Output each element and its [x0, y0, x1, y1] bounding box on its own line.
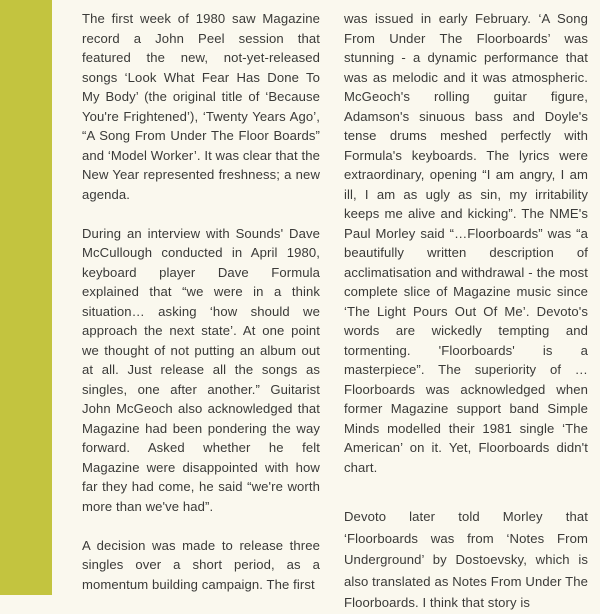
booklet-page — [52, 0, 600, 610]
paragraph: Devoto later told Morley that ‘Floorboards was from ‘Notes From Underground’ by Dostoevsky, which is also translated as Notes From Under The Floorboards. I think that story is — [344, 509, 588, 610]
paragraph: The first week of 1980 saw Magazine record a John Peel session that featured the new, not-yet-released songs ‘Look What Fear Has Done To My Body’ (the original title of ‘Because You're Frightened’), ‘Twenty Years Ago’, “A Song From Under The Floor Boards” and ‘Model Worker’. It was clear that the New Year represented freshness; a new agenda. — [82, 11, 320, 202]
paragraph: A decision was made to release three singles over a short period, as a momentum building campaign. The first — [82, 537, 320, 592]
right-text-column — [344, 9, 588, 614]
paragraph: During an interview with Sounds' Dave McCullough conducted in April 1980, keyboard player Dave Formula explained that “we were in a think situation… asking ‘how should we approach the next state’. At one point we thought of not putting an album out at all. Just release all the songs as singles, one after another.” Guitarist John McGeoch also acknowledged that Magazine had been pondering the way forward. Asked whether he felt Magazine were disappointed with how far they had come, he said “we're worth more than we've had”. — [82, 225, 320, 514]
left-text-column — [82, 9, 320, 594]
paragraph: was issued in early February. ‘A Song From Under The Floorboards’ was stunning - a dynamic performance that was as melodic and it was atmospheric. McGeoch's rolling guitar figure, Adamson's sinuous bass and Doyle's tense drums meshed perfectly with Formula's keyboards. The lyrics were extraordinary, opening “I am angry, I am ill, I am as ugly as sin, my irritability keeps me alive and kicking”. The NME's Paul Morley said “…Floorboards” was “a beautifully written description of acclimatisation and withdrawal - the most complete slice of Magazine music since ‘The Light Pours Out Of Me’. Devoto's words are wickedly tempting and tormenting. 'Floorboards' is a masterpiece”. The superiority of …Floorboards was acknowledged when former Magazine support band Simple Minds modelled their 1981 single ‘The American’ on it. Yet, Floorboards didn't chart. — [344, 11, 588, 475]
side-color-stripe — [0, 0, 52, 595]
